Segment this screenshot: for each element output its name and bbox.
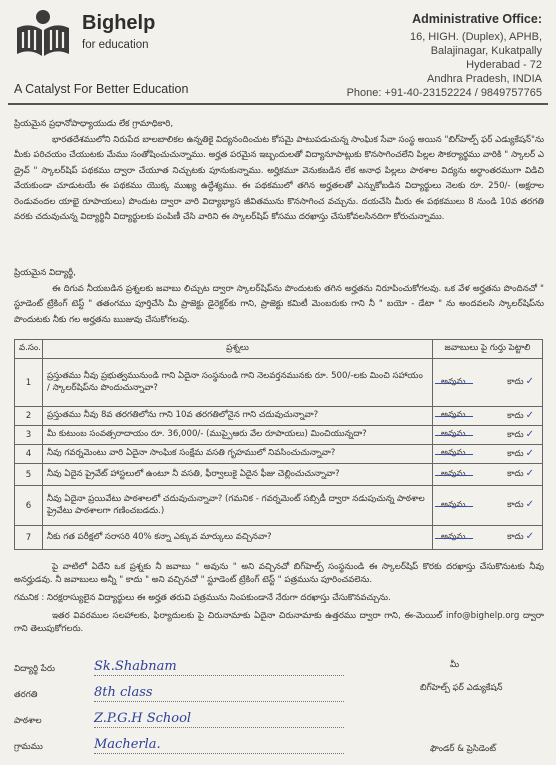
question-text: ప్రస్తుతము నీవు 8వ తరగతిలోను గాని 10వ తరగతిలోనైన గాని చదువుచున్నావా? [43, 407, 433, 426]
answer-cell[interactable] [433, 426, 543, 445]
checkmark-icon: ✓ [525, 428, 534, 440]
tagline: A Catalyst For Better Education [14, 82, 189, 96]
answer-cell[interactable] [433, 359, 543, 407]
checkmark-icon: ✓ [525, 531, 534, 542]
eligibility-table [14, 339, 543, 550]
answer-cell[interactable] [433, 526, 543, 550]
table-row [15, 445, 543, 464]
table-row [15, 407, 543, 426]
bighelp-logo-icon [14, 8, 72, 60]
header-serial: వ.సం. [15, 340, 43, 359]
answer-cell[interactable] [433, 445, 543, 464]
answer-yes[interactable]: అవును [441, 468, 466, 479]
salutation-student: ప్రియమైన విద్యార్థీ, [14, 268, 76, 278]
phone-line: Phone: +91-40-23152224 / 9849757765 [346, 87, 542, 99]
checkmark-icon: ✓ [525, 468, 534, 479]
checkmark-icon: ✓ [525, 447, 534, 459]
answer-cell[interactable] [433, 486, 543, 526]
header-questions: ప్రశ్నలు [43, 340, 433, 359]
field-label: గ్రామము [14, 742, 43, 752]
intro-paragraph: భారతదేశములోని నిరుపేద బాలబాలికల ఉన్నతికై విద్యనందించుట కోసమై పాటుపడుచున్న సాంఘిక సేవా సంస్థ అయిన "బిగ్‌హెల్ప్ ఫర్ ఎడ్యుకేషన్"ను మీకు పరిచయం చేయుటకు మేము సంతోషించుచున్నాము. అర్హత పరమైన ఇబ్బందులతో విద్యానూపాట్లుకు కొనసాగించలేని పిల్లల సౌకర్యార్థము వారికి " స్కాలర్ ఎ డ్రైవ్ " స్కాలర్‌షిప్ పథకము ద్వారా చేయూత నిచ్చుటకు పూనుకున్నాము. అర్హికమూ వెనుకబడిన లేక అనాధ పిల్లలు పాఠశాల విద్యను అర్ధాంతరముగా విడిచి వేయకుండా చూడుటయే ఈ పథకము యొక్క ముఖ్య ఉద్దేశ్యము. ఈ పథకములో తగిన అర్హతలతో ఎన్నుకోబడిన విద్యార్థులు నెలకు రూ. 250/- (అక్షరాల రెండువందల యాభై రూపాయలు) పొందుట ద్వారా వారి విద్యాభ్యాస జీవితమును కొనసాగించ వచ్చును. దయచేసి మీరు ఈ పథకములు 8 నుండి 10వ తరగతి వరకు చదువుచున్న విద్యార్థినీ విద్యార్థులకు పంపిణీ చేసి వారిని ఈ స్కాలర్‌షిప్ కోసము దరఖాస్తు చేసుకోవలసినదిగా కోరుచున్నాము. [14, 135, 544, 223]
field-row [14, 650, 344, 676]
answer-cell[interactable] [433, 407, 543, 426]
contact-paragraph: ఇతర వివరముల సలహాలకు, ఫిర్యాదులకు పై చిరునామాకు ఏదైనా చిరునామాకు ఉత్తరము ద్వారా గాని, ఈ-మెయిల్ info@bighelp.org ద్వారా గాని తెలుపుకోగలరు. [14, 611, 544, 634]
table-row [15, 464, 543, 486]
office-title: Administrative Office: [412, 12, 542, 26]
student-name-field[interactable]: Sk.Shabnam [94, 659, 344, 676]
question-text: ప్రస్తుతము నీవు ప్రభుత్వమునుండి గాని ఏదైనా సంస్థనుండి గాని నెలవర్తనమునకు రూ. 500/-లకు మించి సహాయం / స్కాలర్‌షిప్‌ను పొందుచున్నావా? [43, 359, 433, 407]
student-details-form [14, 650, 344, 754]
note-line: గమనిక : నిరక్షరాస్యులైన విద్యార్థులు ఈ అర్హత తరువి పత్రమును నింపకుండానే నేరుగా దరఖాస్తు చేసుకొనవచ్చును. [14, 593, 391, 603]
table-row [15, 426, 543, 445]
village-field[interactable]: Macherla. [94, 737, 344, 754]
school-field[interactable]: Z.P.G.H School [94, 711, 344, 728]
header-divider [8, 103, 548, 105]
row-number: 5 [15, 464, 43, 486]
row-number: 3 [15, 426, 43, 445]
signature-from: మీ [450, 660, 460, 670]
signature-title: ఫౌండర్ & ప్రెసిడెంట్ [430, 744, 496, 754]
answer-yes[interactable]: అవును [441, 499, 466, 510]
office-address-block [322, 12, 542, 100]
class-field[interactable]: 8th class [94, 685, 344, 702]
brand-name: Bighelp [82, 12, 156, 34]
field-row [14, 728, 344, 754]
question-text: నీవు గవర్నమెంటు వారి ఏదైనా సాంఘిక సంక్షేమ వసతి గృహములో నివసించుచున్నావా? [43, 445, 433, 464]
salutation-headmaster: ప్రియమైన ప్రధానోపాధ్యాయుడు లేక గ్రామాధికారి, [14, 119, 174, 129]
answer-no[interactable]: కాదు [507, 429, 524, 440]
row-number: 1 [15, 359, 43, 407]
instruction-paragraph: ఈ దిగువ నీయబడిన ప్రశ్నలకు జవాబు లిచ్చుట ద్వారా స్కాలర్‌షిప్‌ను పొందుటకు తగిన అర్హతను నిరూపించుకోగలవు. ఒక వేళ అర్హతను పొందినచో " స్టూడెంట్ ట్రేకింగ్ టెస్ట్ " తతంగము పూర్తిచేసి మీ ప్రాజెక్టు డైరెక్టర్‌కు గాని, ప్రాజెక్టు కమిటీ మెంబరుకు గాని నీ " బయో - డేటా " ను అందవలసి స్కాలర్‌షిప్‌ను పొందుటకు నీకు గల అర్హతను ఋజువు చేసుకోగలవు. [14, 284, 544, 325]
table-row [15, 359, 543, 407]
checkmark-icon: ✓ [525, 499, 534, 510]
question-text: నీకు గత పరీక్షలో సరాసరి 40% కన్నా ఎక్కువ మార్కులు వచ్చినవా? [43, 526, 433, 550]
header-answers: జవాబులు పై గుర్తు పెట్టాలి [433, 340, 543, 359]
answer-no[interactable]: కాదు [507, 500, 524, 510]
checkmark-icon: ✓ [525, 409, 534, 421]
table-row [15, 486, 543, 526]
question-text: మీ కుటుంబ సంవత్సరాదాయం రూ. 36,000/- (ముప్పైఆరు వేల రూపాయలు) మించియున్నదా? [43, 426, 433, 445]
answer-no[interactable]: కాదు [507, 377, 524, 387]
row-number: 7 [15, 526, 43, 550]
field-label: పాఠశాల [14, 716, 42, 726]
table-row [15, 526, 543, 550]
answer-no[interactable]: కాదు [507, 448, 524, 459]
answer-no[interactable]: కాదు [507, 532, 524, 542]
field-label: విద్యార్థి పేరు [14, 664, 55, 674]
signature-organization: బిగ్‌హెల్ప్ ఫర్ ఎడ్యుకేషన్ [420, 683, 503, 693]
question-text: నీవు ఏదైనా ప్రయివేటు పాఠశాలలో చదువుచున్నావా? (గమనిక - గవర్నమెంట్ సబ్సిడీ ద్వారా నడుపుచున్న పాఠశాల ప్రైవేటు పాఠశాలగా గణించబడదు.) [43, 486, 433, 526]
field-row [14, 702, 344, 728]
answer-yes[interactable]: అవును [441, 429, 466, 439]
checkmark-icon: ✓ [525, 376, 534, 387]
answer-yes[interactable]: అవును [441, 448, 466, 458]
row-number: 2 [15, 407, 43, 426]
address-line: Andhra Pradesh, INDIA [427, 73, 542, 85]
address-line: 16, HIGH. (Duplex), APHB, [409, 31, 542, 43]
answer-no[interactable]: కాదు [507, 469, 524, 479]
row-number: 4 [15, 445, 43, 464]
field-label: తరగతి [14, 690, 38, 700]
answer-yes[interactable]: అవును [441, 376, 466, 387]
answer-yes[interactable]: అవును [441, 531, 466, 542]
field-row [14, 676, 344, 702]
address-line: Hyderabad - 72 [466, 59, 542, 71]
row-number: 6 [15, 486, 43, 526]
table-header-row [15, 340, 543, 359]
address-line: Balajinagar, Kukatpally [430, 45, 542, 57]
answer-yes[interactable]: అవును [441, 410, 466, 420]
question-text: నీవు ఏదైన ప్రైవేట్ హాస్టలులో ఉంటూ నీ వసతి, ఫీర్వాలుకై ఏదైన ఫీజు చెల్లించుచున్నావా? [43, 464, 433, 486]
disqualification-paragraph: పై వాటిలో ఏదేని ఒక ప్రశ్నకు నీ జవాబు " అవును " అని వచ్చినచో బిగ్‌హెల్ప్ సంస్థనుండి ఈ స్కాలర్‌షిప్ కొరకు దరఖాస్తు చేసుకొనుటకు నీవు అనర్హుడవు. నీ జవాబులు అన్నీ " కాదు " అని వచ్చినచో " స్టూడెంట్ ట్రేకింగ్ టెస్ట్ " పత్రమును పూరించవలెను. [14, 562, 544, 585]
brand-subtitle: for education [82, 39, 149, 51]
answer-cell[interactable] [433, 464, 543, 486]
answer-no[interactable]: కాదు [507, 410, 524, 421]
